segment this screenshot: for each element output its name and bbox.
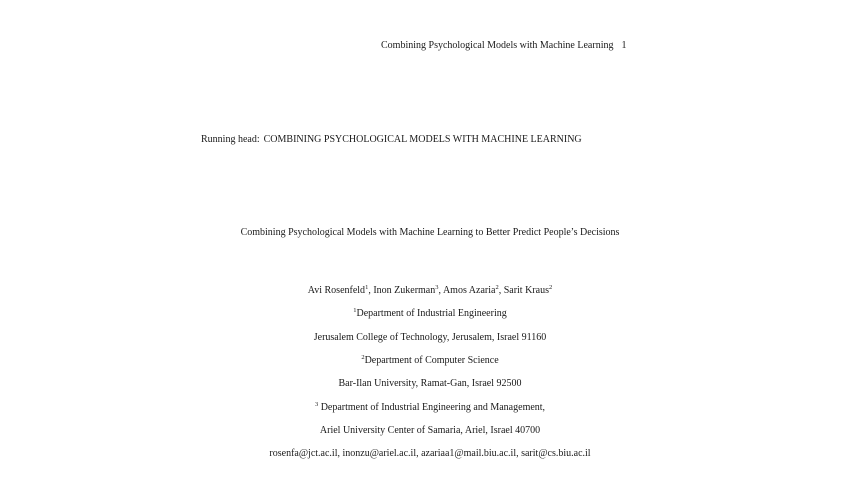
running-head: [201, 134, 582, 146]
author-list: [0, 285, 860, 297]
author-emails: rosenfa@jct.ac.il, inonzu@ariel.ac.il, azariaa1@mail.biu.ac.il, sarit@cs.biu.ac.il: [269, 448, 591, 459]
author-separator: ,: [438, 285, 443, 296]
author-separator: ,: [368, 285, 374, 296]
page-header: [381, 40, 626, 52]
author-affiliation-mark: 3: [435, 284, 439, 291]
affiliation-institution: Jerusalem College of Technology, Jerusalem, Israel 91160: [313, 332, 547, 343]
affiliation-mark: 2: [361, 354, 365, 361]
department-name: Department of Industrial Engineering and Management,: [318, 402, 546, 413]
author-affiliation-mark: 2: [548, 284, 553, 291]
department-name: Department of Computer Science: [364, 355, 499, 366]
affiliation-institution: Ariel University Center of Samaria, Ariel, Israel 40700: [319, 425, 541, 436]
department-name: Department of Industrial Engineering: [356, 308, 507, 319]
affiliation-mark: 1: [353, 307, 357, 314]
paper-title: Combining Psychological Models with Machine Learning to Better Predict People’s Decisions: [240, 227, 620, 238]
header-short-title: Combining Psychological Models with Machine Learning: [381, 40, 614, 51]
affiliation-institution: Bar-Ilan University, Ramat-Gan, Israel 92500: [338, 378, 522, 389]
running-head-title: COMBINING PSYCHOLOGICAL MODELS WITH MACHINE LEARNING: [263, 134, 582, 145]
author-name: Avi Rosenfeld: [307, 285, 366, 296]
running-head-label: Running head:: [201, 134, 260, 145]
author-affiliation-mark: 2: [495, 284, 499, 291]
affiliation-department: [0, 308, 860, 320]
affiliation-mark: 3: [314, 401, 319, 408]
author-affiliation-mark: 1: [365, 284, 369, 291]
author-name: Inon Zukerman: [373, 285, 436, 296]
author-name: Amos Azaria: [442, 285, 496, 296]
page-number: 1: [621, 40, 627, 51]
author-name: Sarit Kraus: [503, 285, 549, 296]
author-separator: ,: [498, 285, 504, 296]
affiliation-department: [0, 355, 860, 367]
affiliation-department: [0, 402, 860, 414]
